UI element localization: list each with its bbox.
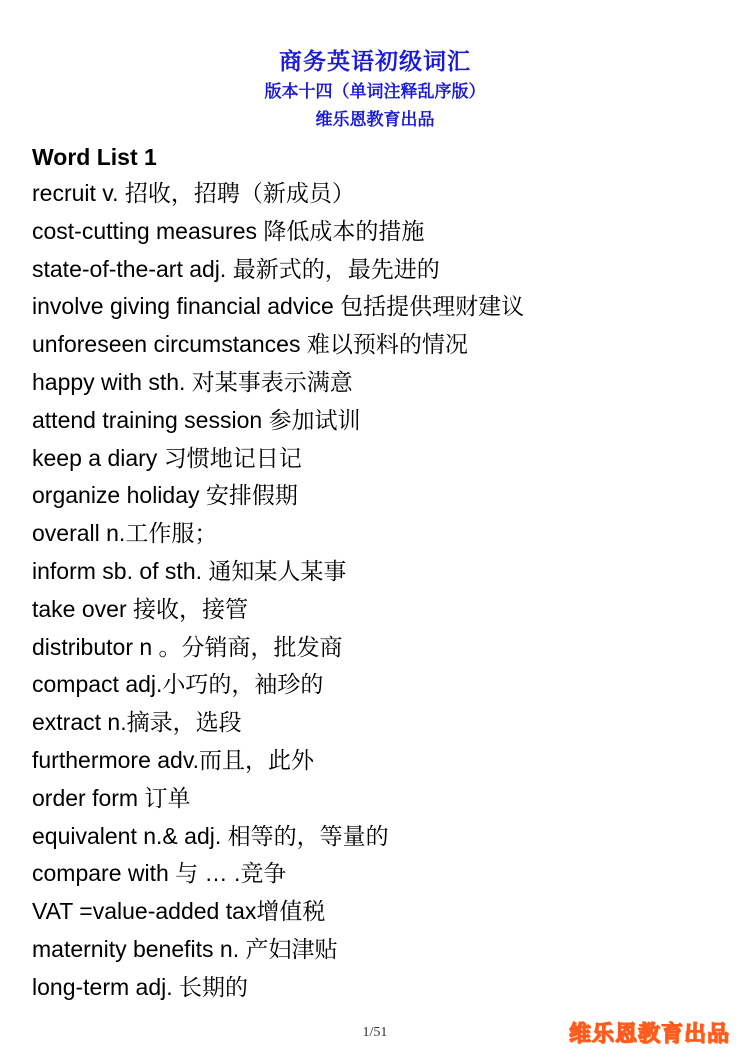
vocabulary-entry: organize holiday 安排假期 — [32, 482, 298, 509]
vocabulary-entry: extract n.摘录，选段 — [32, 709, 242, 736]
vocabulary-entry: attend training session 参加试训 — [32, 406, 361, 433]
vocabulary-entry: maternity benefits n. 产妇津贴 — [32, 935, 338, 962]
vocabulary-entry: distributor n 。分销商，批发商 — [32, 633, 343, 660]
vocabulary-entry: keep a diary 习惯地记日记 — [32, 444, 302, 471]
vocabulary-entry: take over 接收，接管 — [32, 595, 248, 622]
document-publisher: 维乐恩教育出品 — [315, 110, 435, 129]
vocabulary-entry: unforeseen circumstances 难以预料的情况 — [32, 331, 468, 358]
document-header — [0, 44, 750, 134]
vocabulary-entry: compact adj.小巧的，袖珍的 — [32, 671, 324, 698]
page-number: 1/51 — [362, 1025, 388, 1040]
vocabulary-entry: compare with 与 … .竞争 — [32, 860, 287, 887]
document-subtitle: 版本十四（单词注释乱序版） — [264, 82, 486, 101]
vocabulary-list — [32, 175, 722, 1007]
vocabulary-entry: VAT =value-added tax增值税 — [32, 898, 326, 925]
document-title: 商务英语初级词汇 — [279, 48, 471, 74]
publisher-watermark: 维乐恩教育出品 — [568, 1021, 730, 1046]
vocabulary-entry: inform sb. of sth. 通知某人某事 — [32, 557, 347, 584]
vocabulary-entry: cost-cutting measures 降低成本的措施 — [32, 217, 425, 244]
word-list-heading: Word List 1 — [32, 144, 157, 170]
vocabulary-entry: recruit v. 招收，招聘（新成员） — [32, 180, 355, 206]
vocabulary-entry: order form 订单 — [32, 784, 191, 811]
vocabulary-entry: furthermore adv.而且，此外 — [32, 746, 315, 773]
vocabulary-entry: equivalent n.& adj. 相等的，等量的 — [32, 822, 389, 849]
vocabulary-entry: happy with sth. 对某事表示满意 — [32, 368, 353, 395]
vocabulary-entry: state-of-the-art adj. 最新式的，最先进的 — [32, 255, 440, 282]
vocabulary-entry: overall n.工作服； — [32, 520, 218, 547]
vocabulary-entry: involve giving financial advice 包括提供理财建议 — [32, 293, 525, 320]
vocabulary-entry: long-term adj. 长期的 — [32, 973, 249, 1000]
